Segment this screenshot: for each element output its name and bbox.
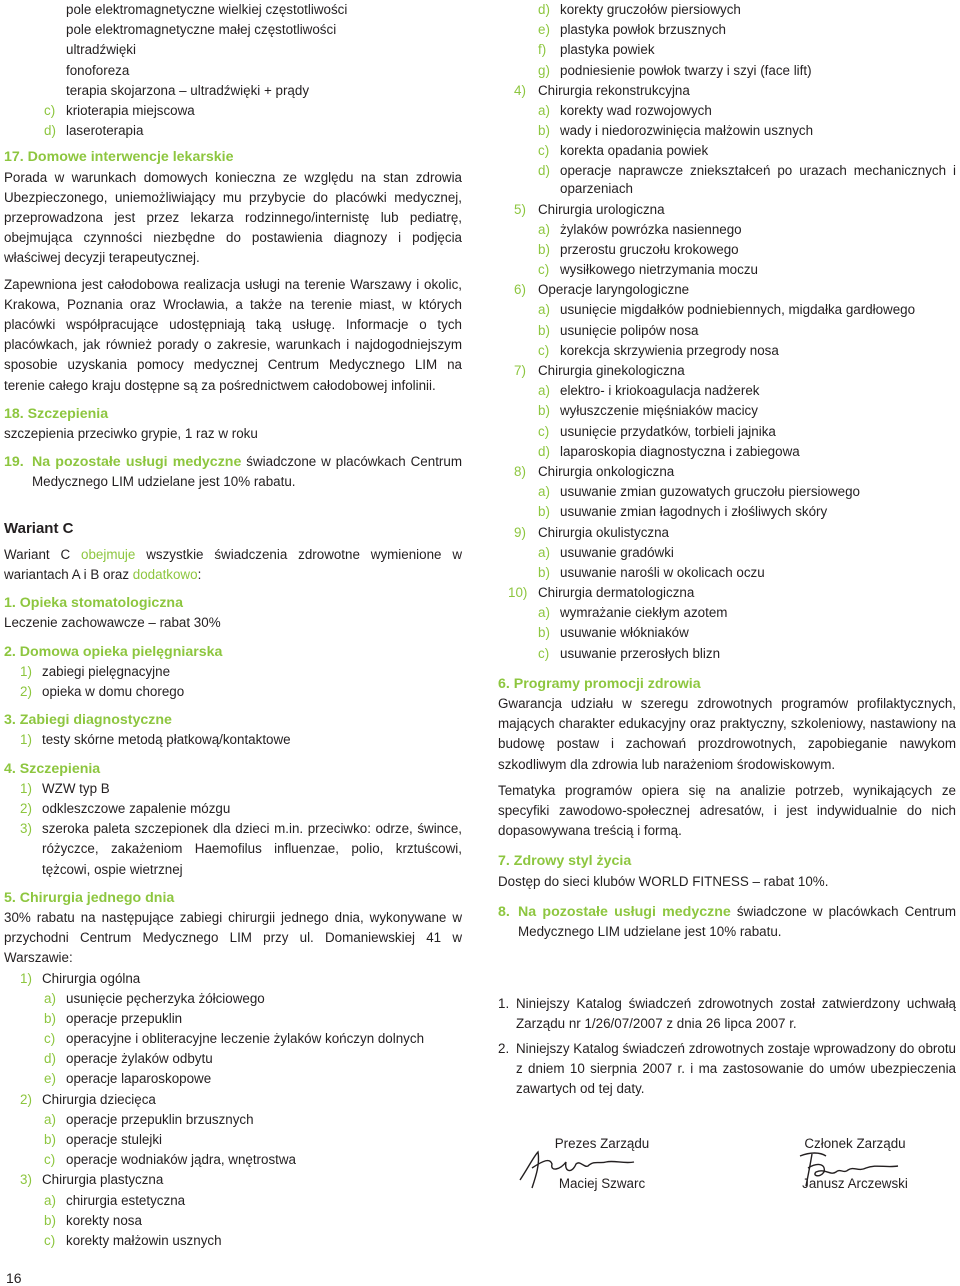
list-marker: 10): [508, 585, 528, 601]
list-marker: b): [538, 241, 550, 257]
list-item: [4, 1110, 462, 1130]
list-item-text: Chirurgia urologiczna: [538, 201, 665, 217]
list-marker: 1): [20, 663, 32, 679]
list-item: terapia skojarzona – ultradźwięki + prądy: [66, 82, 310, 98]
wariant-intro-e: :: [197, 566, 202, 582]
list-item: [498, 482, 956, 502]
list-marker: 1): [20, 970, 32, 986]
list-item-text: krioterapia miejscowa: [66, 102, 195, 118]
list-item: [4, 969, 462, 989]
list-item: [498, 0, 956, 20]
section-heading-18: 18. Szczepienia: [4, 405, 109, 422]
section-19-text: świadczone w placówkach Centrum Medycznego LIM udzielane jest 10% rabatu.: [32, 454, 462, 490]
list-item: [4, 1069, 462, 1089]
list-item: [498, 200, 956, 220]
section-18-text: szczepienia przeciwko grypie, 1 raz w roku: [4, 425, 258, 441]
list-marker: b): [44, 1212, 56, 1228]
c5-heading: 5. Chirurgia jednego dnia: [4, 889, 175, 906]
list-item: [498, 141, 956, 161]
list-item: pole elektromagnetyczne wielkiej częstotliwości: [66, 2, 348, 17]
list-item: [498, 101, 956, 121]
list-marker: c): [44, 1152, 56, 1168]
section-19-number: 19.: [4, 454, 24, 471]
list-marker: c): [538, 262, 550, 278]
s6-paragraph-1: Gwarancja udziału w szeregu zdrowotnych programów profilaktycznych, mających charakter edukacyjny oraz praktyczny, szkoleniowy, nastawiony na budowę postaw i zachowań prozdrowotnych, zapobieganie nawykom szkodliwym dla zdrowia lub narażeniom środowiskowym.: [498, 696, 956, 772]
page-number: 16: [6, 1270, 22, 1286]
handwritten-signature-icon: [786, 1146, 926, 1190]
list-marker: 5): [514, 201, 526, 217]
list-marker: 1): [20, 780, 32, 796]
list-item-text: korekcja skrzywienia przegrody nosa: [560, 342, 779, 358]
list-item: [498, 240, 956, 260]
list-item: [498, 61, 956, 81]
list-item: [498, 563, 956, 583]
list-marker: e): [44, 1071, 56, 1087]
wariant-intro-c: wszystkie świadczenia zdrowotne wymienione w wariantach A i B oraz: [4, 546, 462, 582]
s6-heading: 6. Programy promocji zdrowia: [498, 675, 701, 692]
list-item: [498, 361, 956, 381]
list-marker: a): [44, 1192, 56, 1208]
list-marker: 7): [514, 363, 526, 378]
list-marker: 9): [514, 524, 526, 540]
left-column: [4, 0, 462, 1251]
list-marker: b): [538, 123, 550, 139]
list-item: [498, 162, 956, 198]
list-item: [4, 1029, 462, 1049]
list-marker: a): [538, 221, 550, 237]
list-item-text: operacyjne i obliteracyjne leczenie żylaków kończyn dolnych: [66, 1031, 425, 1047]
list-item-text: operacje przepuklin brzusznych: [66, 1111, 254, 1127]
list-item-text: usuwanie gradówki: [560, 544, 674, 560]
list-item: [498, 220, 956, 240]
section-heading-17: 17. Domowe interwencje lekarskie: [4, 149, 234, 166]
list-marker: 2): [20, 1091, 32, 1107]
list-item: [4, 1049, 462, 1069]
signatures: [498, 1136, 956, 1206]
list-item: [4, 1231, 462, 1251]
list-item: [4, 1090, 462, 1110]
list-item: [4, 662, 462, 682]
list-marker: c): [538, 423, 550, 439]
list-item: [498, 644, 956, 664]
list-marker: c): [44, 102, 56, 118]
list-marker: b): [538, 564, 550, 580]
list-marker: g): [538, 62, 550, 78]
list-marker: 6): [514, 282, 526, 298]
list-item: [498, 121, 956, 141]
list-marker: a): [538, 102, 550, 118]
s8: [498, 902, 956, 942]
list-marker: b): [538, 625, 550, 641]
c2-heading: 2. Domowa opieka pielęgniarska: [4, 643, 223, 660]
list-marker: a): [538, 484, 550, 500]
list-item: pole elektromagnetyczne małej częstotliwości: [66, 22, 337, 38]
list-item: [498, 543, 956, 563]
list-item-text: usuwanie zmian guzowatych gruczołu piersiowego: [560, 484, 860, 500]
list-item-text: żylaków powrózka nasiennego: [560, 221, 742, 237]
list-item: [498, 81, 956, 101]
list-item-text: Chirurgia onkologiczna: [538, 463, 675, 479]
wariant-title: Wariant C: [4, 519, 74, 537]
list-item-text: chirurgia estetyczna: [66, 1192, 186, 1208]
signature-role: Członek Zarządu: [804, 1136, 906, 1151]
signature-name: Maciej Szwarc: [558, 1176, 646, 1191]
list-item-text: usuwanie zmian łagodnych i złośliwych skóry: [560, 504, 828, 520]
list-marker: a): [44, 1111, 56, 1127]
list-marker: c): [44, 1232, 56, 1248]
wariant-intro-highlight-1: obejmuje: [81, 546, 136, 562]
list-item-text: opieka w domu chorego: [42, 683, 185, 699]
signature-name: Janusz Arczewski: [802, 1176, 908, 1191]
list-item: [4, 779, 462, 799]
s7-text: Dostęp do sieci klubów WORLD FITNESS – rabat 10%.: [498, 873, 829, 889]
list-item-text: operacje naprawcze zniekształceń po urazach mechanicznych i oparzeniach: [560, 162, 956, 196]
list-item-text: wysiłkowego nietrzymania moczu: [560, 262, 758, 278]
list-marker: 2): [20, 683, 32, 699]
list-item-text: usuwanie włókniaków: [560, 625, 689, 641]
list-item-text: korekta opadania powiek: [560, 143, 709, 159]
list-item: [498, 422, 956, 442]
section-19: [4, 452, 462, 492]
list-item: fonoforeza: [66, 62, 130, 78]
list-item-text: operacje laparoskopowe: [66, 1071, 212, 1087]
list-item: [498, 603, 956, 623]
list-item-text: usunięcie polipów nosa: [560, 322, 699, 338]
section-19-heading: Na pozostałe usługi medyczne: [32, 454, 242, 471]
list-marker: f): [538, 42, 547, 58]
c3-heading: 3. Zabiegi diagnostyczne: [4, 712, 172, 729]
list-item: [4, 1150, 462, 1170]
list-marker: d): [44, 1051, 56, 1067]
list-item-text: operacje żylaków odbytu: [66, 1051, 213, 1067]
list-marker: 4): [514, 82, 526, 98]
s8-heading: Na pozostałe usługi medyczne: [518, 903, 731, 920]
list-marker: c): [538, 143, 550, 159]
list-item: [4, 101, 462, 121]
list-marker: 3): [20, 821, 32, 837]
list-item-text: Chirurgia okulistyczna: [538, 524, 669, 540]
list-marker: b): [538, 504, 550, 520]
list-item: [498, 623, 956, 643]
list-item: [498, 502, 956, 522]
list-item-text: korekty wad rozwojowych: [560, 102, 712, 118]
list-marker: c): [44, 1031, 56, 1047]
list-marker: a): [538, 544, 550, 560]
list-item-text: elektro- i kriokoagulacja nadżerek: [560, 383, 760, 399]
list-item: [498, 260, 956, 280]
list-item-text: usunięcie pęcherzyka żółciowego: [66, 990, 265, 1006]
list-item: [498, 280, 956, 300]
list-marker: b): [538, 322, 550, 338]
wariant-intro-highlight-2: dodatkowo: [132, 566, 198, 582]
list-item: [4, 819, 462, 880]
list-item-text: operacje wodniaków jądra, wnętrostwa: [66, 1152, 296, 1168]
list-marker: c): [538, 342, 550, 358]
wariant-intro-a: Wariant C: [4, 546, 71, 562]
list-item: [498, 341, 956, 361]
list-marker: b): [44, 1010, 56, 1026]
footnote: [498, 994, 956, 1034]
footnote: [498, 1039, 956, 1100]
c1-text: Leczenie zachowawcze – rabat 30%: [4, 615, 221, 631]
list-marker: a): [538, 605, 550, 621]
s7-heading: 7. Zdrowy styl życia: [498, 853, 632, 870]
list-marker: a): [538, 302, 550, 318]
s8-number: 8.: [498, 903, 510, 920]
list-item: [4, 682, 462, 702]
list-item-text: usuwanie przerosłych blizn: [560, 645, 721, 661]
list-item-text: laseroterapia: [66, 123, 144, 139]
signature-block-president: [532, 1136, 672, 1191]
list-marker: 8): [514, 463, 526, 479]
list-marker: a): [44, 990, 56, 1006]
list-item-text: testy skórne metodą płatkową/kontaktowe: [42, 732, 291, 748]
list-item-text: Chirurgia plastyczna: [42, 1172, 164, 1188]
list-item: [4, 121, 462, 141]
list-item-text: usunięcie przydatków, torbieli jajnika: [560, 423, 776, 439]
c5-intro: 30% rabatu na następujące zabiegi chirurgii jednego dnia, wykonywane w przychodni Centrum Medycznego LIM przy ul. Domaniewskiej 41 w Warszawie:: [4, 909, 462, 966]
list-item: [4, 1009, 462, 1029]
footnotes: [498, 994, 956, 1099]
list-item: [498, 300, 956, 320]
list-item-text: Chirurgia ogólna: [42, 970, 141, 986]
list-item-text: operacje stulejki: [66, 1132, 163, 1148]
list-item: [498, 381, 956, 401]
list-item-text: WZW typ B: [42, 780, 110, 796]
footnote-number: 1.: [498, 996, 510, 1012]
list-marker: 1): [20, 732, 32, 748]
list-marker: d): [44, 123, 56, 139]
list-item-text: korekty nosa: [66, 1212, 142, 1228]
footnote-text: Niniejszy Katalog świadczeń zdrowotnych zostaje wprowadzony do obrotu z dniem 10 sierpnia 2007 r. i ma zastosowanie do umów ubezpieczenia zawartych od tej daty.: [516, 1040, 956, 1097]
footnote-text: Niniejszy Katalog świadczeń zdrowotnych został zatwierdzony uchwałą Zarządu nr 1/26/07/2007 z dnia 26 lipca 2007 r.: [516, 996, 956, 1032]
signature-block-member: [780, 1136, 930, 1191]
list-marker: b): [44, 1132, 56, 1148]
list-item: [4, 799, 462, 819]
list-marker: c): [538, 645, 550, 661]
list-item: [498, 20, 956, 40]
c1-heading: 1. Opieka stomatologiczna: [4, 595, 183, 612]
list-item-text: Chirurgia dermatologiczna: [538, 585, 695, 601]
s8-text: świadczone w placówkach Centrum Medycznego LIM udzielane jest 10% rabatu.: [518, 903, 956, 940]
right-column: [498, 0, 956, 1103]
list-item-text: Chirurgia ginekologiczna: [538, 363, 685, 378]
list-item: [4, 1170, 462, 1190]
list-item-text: odkleszczowe zapalenie mózgu: [42, 800, 231, 816]
list-marker: e): [538, 22, 550, 38]
list-item-text: wymrażanie ciekłym azotem: [560, 605, 728, 621]
footnote-number: 2.: [498, 1040, 510, 1056]
section-17-paragraph-1: Porada w warunkach domowych konieczna ze względu na stan zdrowia Ubezpieczonego, uniemożliwiający mu przybycie do placówki medycznej, przeprowadzona jest przez lekarza rodzinnego/internistę lub pediatrę, obejmująca czynności niezbędne do postawienia diagnozy i podjęcia właściwej decyzji terapeutycznej.: [4, 169, 462, 266]
list-marker: 2): [20, 800, 32, 816]
list-item: [498, 40, 956, 60]
list-marker: d): [538, 443, 550, 459]
list-item: [498, 462, 956, 482]
list-item: [498, 583, 956, 603]
list-item-text: Chirurgia dziecięca: [42, 1091, 156, 1107]
section-17-paragraph-2: Zapewniona jest całodobowa realizacja usługi na terenie Warszawy i okolic, Krakowa, Poznania oraz Wrocławia, a także na terenie miast, w których placówki współpracujące udostępniają taką usługę. Informacje o tych placówkach, jak również porady o zakresie, warunkach i najdogodniejszym sposobie uzyskania pomocy medycznej Centrum Medycznego LIM na terenie całego kraju dostępne są za pośrednictwem całodobowej infolinii.: [4, 276, 462, 393]
wariant-intro: [4, 545, 462, 585]
list-item-text: plastyka powiek: [560, 42, 655, 58]
list-item-text: operacje przepuklin: [66, 1010, 183, 1026]
list-item-text: szeroka paleta szczepionek dla dzieci m.in. przeciwko: odrze, śwince, różyczce, zakażeniom Haemofilus influenzae, polio, krztuścowi, tężcowi, ospie wietrznej: [42, 821, 462, 877]
list-marker: b): [538, 403, 550, 419]
list-item: [4, 1211, 462, 1231]
list-item: [4, 730, 462, 750]
list-item-text: Chirurgia rekonstrukcyjna: [538, 82, 690, 98]
list-item-text: wady i niedorozwinięcia małżowin usznych: [560, 123, 814, 139]
s6-paragraph-2: Tematyka programów opiera się na analizie potrzeb, wynikających ze specyfiki zawodowo-społecznej adresatów, i jest indywidualnie do nich dopasowywana treścią i formą.: [498, 782, 956, 839]
list-item: [498, 321, 956, 341]
list-item-text: Operacje laryngologiczne: [538, 282, 690, 298]
c4-heading: 4. Szczepienia: [4, 760, 101, 777]
list-item-text: wyłuszczenie mięśniaków macicy: [560, 403, 758, 419]
list-item-text: podniesienie powłok twarzy i szyi (face lift): [560, 62, 812, 78]
list-item: [4, 1130, 462, 1150]
list-item-text: usunięcie migdałków podniebiennych, migdałka gardłowego: [560, 302, 916, 318]
list-marker: d): [538, 2, 550, 17]
list-marker: d): [538, 162, 550, 178]
list-item: [498, 442, 956, 462]
handwritten-signature-icon: [514, 1146, 654, 1190]
list-item-text: przerostu gruczołu krokowego: [560, 241, 739, 257]
list-item: [498, 401, 956, 421]
list-item-text: plastyka powłok brzusznych: [560, 22, 726, 38]
list-item: [498, 523, 956, 543]
list-item-text: zabiegi pielęgnacyjne: [42, 663, 171, 679]
list-item-text: korekty małżowin usznych: [66, 1232, 222, 1248]
list-item: [4, 989, 462, 1009]
list-item-text: laparoskopia diagnostyczna i zabiegowa: [560, 443, 800, 459]
list-item-text: korekty gruczołów piersiowych: [560, 2, 741, 17]
list-item-text: usuwanie narośli w okolicach oczu: [560, 564, 765, 580]
signature-role: Prezes Zarządu: [554, 1136, 650, 1151]
list-marker: 3): [20, 1172, 32, 1188]
list-item: [4, 1191, 462, 1211]
list-item: ultradźwięki: [66, 42, 136, 58]
list-marker: a): [538, 383, 550, 399]
